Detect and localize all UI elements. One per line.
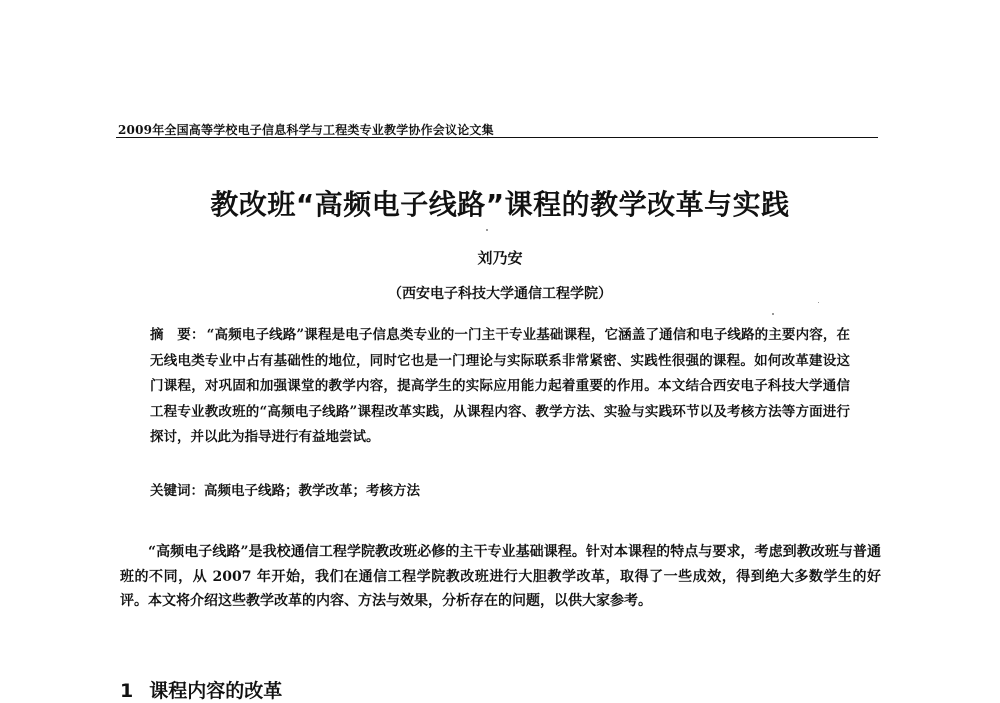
header-rule [116, 137, 878, 138]
abstract [150, 323, 850, 451]
scan-speck [486, 229, 488, 231]
scan-speck [818, 302, 819, 303]
scan-speck [772, 313, 774, 315]
running-header: 2009年全国高等学校电子信息科学与工程类专业教学协作会议论文集 [118, 123, 494, 137]
section-heading [120, 676, 282, 703]
section-number: 1 [120, 680, 134, 702]
author-name: 刘乃安 [477, 249, 523, 267]
paper-title: 教改班“高频电子线路”课程的教学改革与实践 [210, 188, 790, 221]
section-title: 课程内容的改革 [149, 680, 283, 702]
keywords [150, 479, 850, 505]
abstract-text: “高频电子线路”课程是电子信息类专业的一门主干专业基础课程，它涵盖了通信和电子线路的主要内容，在无线电类专业中占有基础性的地位，同时它也是一门理论与实际联系非常紧密、实践性很强的课程。如何改革建设这门课程，对巩固和加强课堂的教学内容，提高学生的实际应用能力起着重要的作用。本文结合西安电子科技大学通信工程专业教改班的“高频电子线路”课程改革实践，从课程内容、教学方法、实验与实践环节以及考核方法等方面进行探讨，并以此为指导进行有益地尝试。 [150, 327, 851, 445]
intro-paragraph: “高频电子线路”是我校通信工程学院教改班必修的主干专业基础课程。针对本课程的特点与要求，考虑到教改班与普通班的不同，从 2007 年开始，我们在通信工程学院教改班进行大胆教学改革，取得了一些成效，得到绝大多数学生的好评。本文将介绍这些教学改革的内容、方法与效果，分析存在的问题，以供大家参考。 [120, 544, 881, 609]
author-affiliation: （西安电子科技大学通信工程学院） [388, 286, 612, 302]
keywords-text: 高频电子线路；教学改革；考核方法 [204, 483, 420, 499]
keywords-label: 关键词： [150, 483, 204, 499]
abstract-label: 摘 要： [150, 327, 205, 343]
